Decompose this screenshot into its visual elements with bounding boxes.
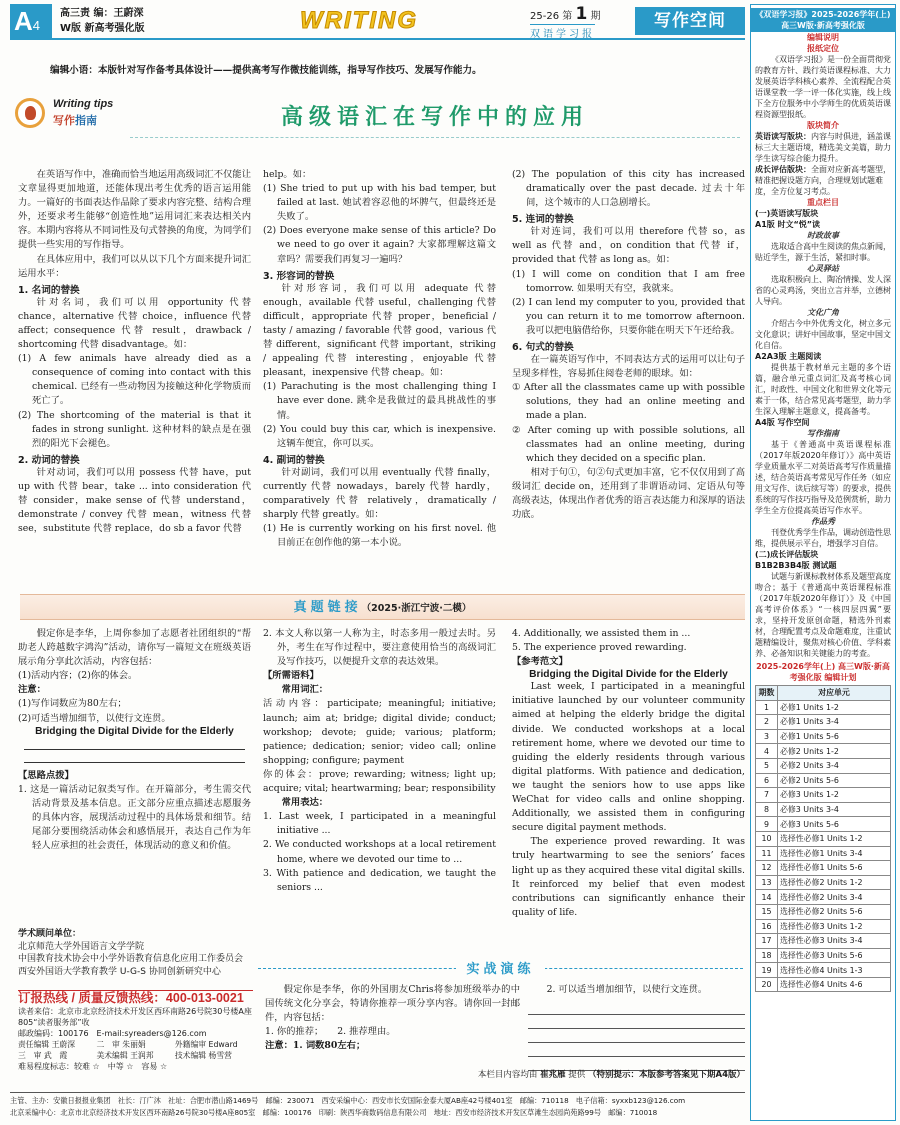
- staff-item: 三 审 武 霞: [18, 1051, 68, 1060]
- sidebar-a1: A1版 时文“悦”读: [755, 220, 821, 229]
- example-sentence: (1) A few animals have already died as a consequence of coming into contact with this chemical. 已经有一些动物因为接触这种化学物质而死亡了。: [18, 353, 251, 407]
- advisor-unit: 西安外国语大学教育教学 U-G-S 协同创新研究中心: [18, 967, 221, 978]
- plan-unit-cell: 必修3 Units 1-2: [778, 788, 891, 803]
- plan-unit-cell: 必修1 Units 1-2: [778, 700, 891, 715]
- sidebar-intro-title: 版块简介: [807, 121, 839, 130]
- example-sentence: (2) Does everyone make sense of this article? Do we need to go over it again? 大家都理解这篇文章吗？需要我们再复习一遍吗？: [263, 225, 496, 265]
- heading-noun: 1. 名词的替换: [18, 284, 80, 296]
- plan-unit-cell: 选择性必修1 Units 1-2: [778, 831, 891, 846]
- page-letter: A: [14, 6, 33, 36]
- sidebar-b: B1B2B3B4版 测试题: [755, 561, 837, 570]
- plan-unit-cell: 选择性必修1 Units 3-4: [778, 846, 891, 861]
- plan-unit-cell: 选择性必修2 Units 5-6: [778, 904, 891, 919]
- plan-row: [756, 817, 891, 832]
- plan-unit-cell: 必修1 Units 5-6: [778, 729, 891, 744]
- sidebar-a4-text: 基于《普通高中英语课程标准（2017年版2020年修订）》高中英语学业质量水平二对英语高考写作质量描述，结合英语高考常见写作任务（如应用文写作、读后续写等）的要求，提供系统的写作技巧指导及范例赏析，助力学生全方位提高英语写作水平。: [755, 440, 891, 515]
- advisor-unit: 中国教育技术协会中小学外语教育信息化应用工作委员会: [18, 954, 244, 965]
- plan-row: [756, 700, 891, 715]
- paragraph-summary: 相对于句①，句②句式更加丰富，它不仅仅用到了高级词汇 decide on，还用到了非谓语动词、定语从句等高级表达，体现出作者优秀的语言表达能力和深厚的语法功底。: [512, 466, 745, 521]
- analysis-paragraph-2: 2. 本文人称以第一人称为主，时态多用一般过去时。另外，考生在写作过程中，要注意使用恰当的高级词汇及写作技巧，以便提升文章的表达效果。: [263, 628, 496, 668]
- sidebar-a1-text: 介绍古今中外优秀文化，树立多元文化意识；讲好中国故事，坚定中国文化自信。: [755, 319, 891, 350]
- sidebar-a23: A2A3版 主题阅读: [755, 352, 822, 361]
- example-sentence: (2) The shortcoming of the material is that it fades in strong sunlight. 这种材料的缺点是在强烈的阳光下会褪色。: [18, 409, 251, 449]
- plan-unit-cell: 必修2 Units 1-2: [778, 744, 891, 759]
- hotline-number: 400-013-0021: [165, 991, 244, 1005]
- plan-unit-cell: 必修3 Units 3-4: [778, 802, 891, 817]
- answer-line[interactable]: [528, 1043, 745, 1057]
- credit-hint: （特别提示：本版参考答案见下期A4版）: [588, 1070, 745, 1080]
- writing-tips-logo: [15, 98, 125, 130]
- sidebar-guide-title: 编辑说明: [807, 33, 839, 42]
- plan-issue-cell: 6: [756, 773, 778, 788]
- exam-note: (1)写作词数应为80左右；: [18, 698, 127, 710]
- title-divider: [130, 137, 740, 138]
- plan-row: [756, 919, 891, 934]
- answer-line[interactable]: [528, 1015, 745, 1029]
- staff-list: [18, 1039, 253, 1061]
- plan-issue-cell: 18: [756, 948, 778, 963]
- sidebar-reading-text: 内容与时俱进，涵盖课标三大主题语境，精选美文美篇，助力学生读写综合能力提升。: [755, 132, 891, 163]
- plan-row: [756, 773, 891, 788]
- sidebar-b-text: 试题与新课标教材体系及题型高度吻合；基于《普通高中英语课程标准（2017年版2020年修订）》及《中国高考评价体系》“一核四层四翼”要求，坚持开发原创命题，精选外刊素材，合理配置考点及命题难度，注重试题精编设计，聚焦对核心价值、学科素养、必备知识和关键能力的考查。: [755, 572, 891, 658]
- article-column-1: [18, 168, 251, 536]
- sidebar-focus-title: 重点栏目: [807, 198, 839, 207]
- sidebar-positioning: 《双语学习报》是一份全面贯彻党的教育方针、践行英语课程标准、大力发展英语学科核心素养、全流程配合英语课堂教一学一评一体化实施，线上线下全方位服务中小学师生的优质英语课程资源型报纸。: [755, 55, 891, 119]
- plan-unit-cell: 必修2 Units 3-4: [778, 758, 891, 773]
- edition-sidebar: [750, 4, 896, 1121]
- example-sentence: (1) He is currently working on his first novel. 他目前正在创作他的第一本小说。: [263, 523, 496, 549]
- practice-prompt-column: [265, 983, 520, 1053]
- expression-item: 5. The experience proved rewarding.: [512, 642, 687, 654]
- sidebar-a1-sub: 心灵驿站: [807, 264, 839, 273]
- practice-banner: [258, 958, 743, 978]
- heading-verb: 2. 动词的替换: [18, 454, 80, 466]
- sidebar-a1-text: 选取积极向上、陶冶情操、发人深省的心灵鸡汤，突出立言并举，立德树人导向。: [755, 275, 891, 306]
- heading-conjunction: 5. 连词的替换: [512, 214, 574, 226]
- heading-sentence-pattern: 6. 句式的替换: [512, 342, 574, 354]
- plan-issue-cell: 3: [756, 729, 778, 744]
- plan-row: [756, 963, 891, 978]
- plan-unit-cell: 选择性必修3 Units 3-4: [778, 934, 891, 949]
- plan-row: [756, 758, 891, 773]
- hotline-label: 订报热线 / 质量反馈热线：: [18, 991, 166, 1005]
- difficulty-legend: 难易程度标志：较难 ☆ 中等 ☆ 容易 ☆: [18, 1062, 168, 1071]
- plan-row: [756, 831, 891, 846]
- sidebar-a1-text: 选取适合高中生阅读的焦点新闻，贴近学生，源于生活，紧扣时事。: [755, 242, 891, 262]
- page-footer: [10, 1092, 745, 1118]
- sidebar-content: [751, 5, 895, 995]
- model-essay-paragraph-2: The experience proved rewarding. It was truly heartwarming to see the seniors’ faces light up as they acquired these vital digital skills. It reinforced my belief that even modest contributions can significantly enhance their quality of life.: [512, 836, 745, 918]
- content-credit: [440, 1068, 745, 1080]
- contact-email: E-mail:syreaders@126.com: [96, 1029, 207, 1038]
- example-sentence: ② After coming up with possible solutions, all classmates had an online meeting, during which they decided on a specific plan.: [512, 424, 745, 464]
- plan-issue-cell: 2: [756, 715, 778, 730]
- sidebar-positioning-title: 报纸定位: [807, 44, 839, 53]
- plan-unit-cell: 必修3 Units 5-6: [778, 817, 891, 832]
- writing-tips-cn: [53, 112, 97, 128]
- plan-row: [756, 977, 891, 992]
- heading-adverb: 4. 副词的替换: [263, 454, 325, 466]
- paragraph-conjunction: 针对连词，我们可以用 therefore 代替 so，as well as 代替 and，on condition that 代替 if，provided that 代替 as long as。如：: [512, 226, 745, 266]
- advisor-block: [18, 928, 253, 979]
- plan-row: [756, 788, 891, 803]
- page-number-badge: [10, 4, 52, 38]
- paragraph-verb: 针对动词，我们可以用 possess 代替 have，put up with 代替 bear，take ... into consideration 代替 consider，make sense of 代替 understand，demonstrate / convey 代替 mean，witness 代替 see，substitute 代替 replace，do sb a favor 代替: [18, 466, 251, 535]
- hotline: [18, 991, 253, 1006]
- expression-item: 1. Last week, I participated in a meaningful initiative ...: [263, 811, 496, 837]
- plan-unit-cell: 选择性必修2 Units 3-4: [778, 890, 891, 905]
- plan-col-issue: 期数: [756, 686, 778, 701]
- sidebar-reading-label: 英语读写版块：: [755, 132, 811, 141]
- plan-issue-cell: 1: [756, 700, 778, 715]
- feeling-words: 你的体会：prove; rewarding; witness; light up; acquire; vital; heartwarming; bear; responsibility: [263, 768, 496, 795]
- plan-row: [756, 744, 891, 759]
- plan-row: [756, 875, 891, 890]
- staff-item: 责任编辑 王蔚深: [18, 1040, 76, 1049]
- footer-line-1: 主管、主办：安徽日报报业集团 社长：汀广沐 社址：合肥市潜山路1469号 邮编：230071 西安采编中心：西安市长安国际金泰大厦AB座42号楼401室 邮编：710118 电子信箱：syxxb123@126.com: [10, 1096, 686, 1105]
- plan-unit-cell: 选择性必修3 Units 1-2: [778, 919, 891, 934]
- model-essay-title: Bridging the Digital Divide for the Elderly: [529, 669, 728, 681]
- plan-issue-cell: 12: [756, 861, 778, 876]
- answer-line[interactable]: [528, 1029, 745, 1043]
- answer-line: [24, 737, 245, 750]
- plan-issue-cell: 13: [756, 875, 778, 890]
- plan-title: 2025-2026学年(上) 高三W版·新高考强化版 编辑计划: [756, 662, 890, 682]
- paragraph-adverb: 针对副词，我们可以用 eventually 代替 finally，currently 代替 nowadays，barely 代替 hardly，comparatively 代替 relatively，dramatically / sharply 代替 greatly。如：: [263, 466, 496, 521]
- plan-col-unit: 对应单元: [778, 686, 891, 701]
- plan-table: [755, 685, 891, 992]
- example-sentence: (2) The population of this city has increased dramatically over the past decade. 过去十年间，这个城市的人口急剧增长。: [512, 169, 745, 209]
- sidebar-a4-sub: 作品秀: [811, 517, 835, 526]
- article-column-3: [512, 168, 745, 522]
- page-number: 4: [32, 18, 41, 33]
- example-sentence: (1) I will come on condition that I am free tomorrow. 如果明天有空，我就来。: [512, 268, 745, 294]
- plan-unit-cell: 选择性必修4 Units 4-6: [778, 977, 891, 992]
- writing-tips-en: Writing tips: [53, 98, 114, 110]
- expression-item: 4. Additionally, we assisted them in ...: [512, 628, 691, 639]
- sidebar-a4-sub: 写作指南: [807, 429, 839, 438]
- materials-title: 【所需语料】: [263, 670, 319, 682]
- sidebar-a1-sub: 时政故事: [807, 231, 839, 240]
- advisor-title: 学术顾问单位：: [18, 929, 82, 939]
- column-name: 写作空间: [635, 7, 745, 35]
- paragraph-sentence-pattern: 在一篇英语写作中，不同表达方式的运用可以让句子呈现多样性，容易抓住阅卷老师的眼球。如：: [512, 354, 745, 380]
- practice-points: 1. 你的推荐； 2. 推荐理由。: [265, 1026, 396, 1038]
- exam-notes-title: 注意：: [18, 684, 46, 696]
- paper-name: 双语学习报: [530, 24, 595, 40]
- plan-body: [756, 700, 891, 992]
- plan-issue-cell: 7: [756, 788, 778, 803]
- writing-tips-icon: [15, 98, 45, 128]
- example-sentence: ① After all the classmates came up with possible solutions, they had an online meeting and made a plan.: [512, 382, 745, 422]
- plan-row: [756, 802, 891, 817]
- expression-item: 3. With patience and dedication, we taught the seniors ...: [263, 867, 496, 893]
- credit-name: 崔兆雁: [540, 1070, 566, 1080]
- issue-unit: 期: [590, 11, 601, 22]
- tips-cn-part1: 写作: [53, 114, 75, 127]
- sidebar-section-1: (一)英语读写版块: [755, 209, 819, 218]
- plan-row: [756, 715, 891, 730]
- exam-points: (1)活动内容；(2)你的体会。: [18, 670, 138, 682]
- sidebar-eval-text: 全面对应新高考题型，精准把握设题方向，合理规划试题难度，全方位复习考点。: [755, 165, 891, 196]
- practice-title: 实战演练: [456, 958, 544, 977]
- plan-issue-cell: 10: [756, 831, 778, 846]
- footer-line-2: 北京采编中心：北京市北京经济技术开发区西环南路26号院30号楼A座805室 邮编：100176 印刷：陕西华商数码信息有限公司 地址：西安市经济技术开发区草滩生态园尚苑路99号 邮编：710018: [10, 1107, 658, 1117]
- plan-unit-cell: 选择性必修4 Units 1-3: [778, 963, 891, 978]
- exam-link-source: （2025·浙江宁波·二模）: [361, 603, 472, 614]
- exam-essay-title: Bridging the Digital Divide for the Elderly: [35, 725, 234, 737]
- issue-info: [530, 4, 601, 24]
- sidebar-eval-label: 成长评估版块：: [755, 165, 811, 174]
- practice-prompt: 假定你是李华，你的外国朋友Chris将参加班级举办的中国传统文化分享会，特请你推荐一项分享内容。请你回一封邮件，内容包括：: [265, 984, 520, 1024]
- plan-issue-cell: 19: [756, 963, 778, 978]
- paragraph-adjective: 针对形容词，我们可以用 adequate 代替 enough，available 代替 useful，challenging 代替 difficult，appropriate 代替 proper，beneficial / tasty / amazing / favorable 代替 good，various 代替 different，significant 代替 important，striking / appealing 代替 interesting，enjoyable 代替 pleasant，inexpensive 代替 cheap。如：: [263, 282, 496, 379]
- plan-issue-cell: 4: [756, 744, 778, 759]
- answer-line: [24, 750, 245, 763]
- credit-text: 本栏目内容均由: [477, 1070, 538, 1080]
- advisor-unit: 北京师范大学外国语言文学学院: [18, 941, 145, 952]
- paragraph-verb-cont: help。如：: [263, 169, 312, 180]
- staff-item: 美术编辑 王润邦: [96, 1051, 154, 1060]
- staff-item: 技术编辑 杨雪营: [174, 1051, 232, 1060]
- sidebar-header: 《双语学习报》2025-2026学年(上) 高三W版·新高考强化版: [751, 8, 895, 32]
- plan-row: [756, 904, 891, 919]
- issue-number: 1: [575, 4, 588, 24]
- article-title: 高级语汇在写作中的应用: [280, 104, 589, 130]
- analysis-paragraph: 1. 这是一篇活动记叙类写作。在开篇部分，考生需交代活动背景及基本信息。正文部分应重点描述志愿服务的具体内容，展现活动过程中的具体场景和细节。结尾部分要围绕活动体会和感悟展开，表达自己作为年轻人应承担的社会责任，体现活动的意义和价值。: [18, 783, 251, 852]
- plan-issue-cell: 15: [756, 904, 778, 919]
- plan-issue-cell: 14: [756, 890, 778, 905]
- plan-row: [756, 729, 891, 744]
- sidebar-a23-text: 提供基于教材单元主题的多个语篇，融合单元重点词汇及高考核心词汇，时政性、中国文化和世界文化等元素于一体，结合常见高考题型，助力学生深入理解主题意义，提高备考。: [755, 363, 891, 416]
- plan-row: [756, 846, 891, 861]
- activity-words: 活动内容：participate; meaningful; initiative; launch; aim at; bridge; digital divide; conduct; workshop; devote; guide; various; platform; patience; dedication; senior; video call; online shopping; configure; payment: [263, 698, 496, 766]
- exam-link-title: 真题链接: [293, 600, 362, 615]
- editor-line: 高三责 编：王蔚深: [60, 8, 144, 19]
- practice-notes: 注意：1. 词数80左右；: [265, 1040, 366, 1052]
- staff-item: 外籍编审 Edward: [174, 1040, 238, 1049]
- edition-line: W版 新高考强化版: [60, 23, 145, 34]
- model-essay-label: 【参考范文】: [512, 656, 568, 668]
- hotline-block: [18, 990, 253, 1085]
- plan-issue-cell: 17: [756, 934, 778, 949]
- practice-note-2: 2. 可以适当增加细节，以使行文连贯。: [546, 984, 708, 995]
- plan-row: [756, 861, 891, 876]
- editor-note: 编辑小语：本版针对写作备考具体设计——提供高考写作微技能训练，指导写作技巧、发展写作能力。: [50, 65, 482, 76]
- plan-issue-cell: 5: [756, 758, 778, 773]
- reader-address: 读者来信：北京市北京经济技术开发区西环南路26号院30号楼A座805“读者服务部”收: [18, 1007, 252, 1027]
- exam-prompt: 假定你是李华，上周你参加了志愿者社团组织的“帮助老人跨越数字鸿沟”活动，请你写一篇短文在班级英语展示角分享此次活动，内容包括：: [18, 628, 251, 668]
- paragraph-noun: 针对名词，我们可以用 opportunity 代替 chance，alternative 代替 choice，influence 代替 affect；consequence 代替 result，drawback / shortcoming 代替 disadvantage。如：: [18, 296, 251, 351]
- exam-note: (2)可适当增加细节，以使行文连贯。: [18, 712, 171, 724]
- expression-item: 2. We conducted workshops at a local retirement home, where we devoted our time to ...: [263, 839, 496, 865]
- heading-adjective: 3. 形容词的替换: [263, 270, 335, 282]
- tips-cn-part2: 指南: [75, 114, 97, 127]
- credit-after: 提供: [568, 1070, 586, 1080]
- plan-issue-cell: 9: [756, 817, 778, 832]
- zip-code: 邮政编码：100176: [18, 1029, 89, 1038]
- sidebar-a1-sub: 文化广角: [807, 308, 839, 317]
- sidebar-section-2: (二)成长评估版块: [755, 550, 819, 559]
- plan-unit-cell: 选择性必修2 Units 1-2: [778, 875, 891, 890]
- staff-item: 二 审 朱丽娟: [96, 1040, 146, 1049]
- section-title: WRITING: [300, 7, 418, 34]
- plan-row: [756, 934, 891, 949]
- plan-unit-cell: 选择性必修1 Units 5-6: [778, 861, 891, 876]
- sidebar-a4-text: 刊登优秀学生作品，调动创造性思维，提供展示平台，增强学习自信。: [755, 528, 891, 548]
- header-editor-info: [60, 6, 145, 36]
- answer-line[interactable]: [528, 1001, 745, 1015]
- plan-unit-cell: 必修1 Units 3-4: [778, 715, 891, 730]
- sidebar-a4: A4版 写作空间: [755, 418, 810, 427]
- answer-lines: [528, 1001, 745, 1071]
- plan-issue-cell: 20: [756, 977, 778, 992]
- article-column-2: [263, 168, 496, 550]
- issue-year: 25-26 第: [530, 11, 573, 22]
- plan-issue-cell: 11: [756, 846, 778, 861]
- plan-issue-cell: 16: [756, 919, 778, 934]
- exam-column-2: [263, 627, 496, 895]
- plan-unit-cell: 选择性必修3 Units 5-6: [778, 948, 891, 963]
- exam-column-1: [18, 627, 251, 853]
- exam-column-3: [512, 627, 745, 920]
- example-sentence: (2) I can lend my computer to you, provided that you can return it to me tomorrow afternoon. 我可以把电脑借给你，只要你能在明天下午还给我。: [512, 296, 745, 336]
- example-sentence: (1) Parachuting is the most challenging thing I have ever done. 跳伞是我做过的最具挑战性的事情。: [263, 381, 496, 421]
- plan-header-row: [756, 686, 891, 701]
- intro-paragraph-2: 在具体应用中，我们可以从以下几个方面来提升词汇运用水平：: [18, 253, 251, 279]
- example-sentence: (2) You could buy this car, which is inexpensive. 这辆车便宜，你可以买。: [263, 423, 496, 449]
- plan-issue-cell: 8: [756, 802, 778, 817]
- practice-answer-column: [528, 983, 745, 1071]
- exam-link-banner: [20, 594, 745, 620]
- plan-row: [756, 948, 891, 963]
- example-sentence: (1) She tried to put up with his bad temper, but failed at last. 她试着容忍他的坏脾气，但最终还是失败了。: [263, 183, 496, 223]
- intro-paragraph-1: 在英语写作中，准确而恰当地运用高级词汇不仅能让文章显得更加地道，还能体现出考生优秀的语言运用能力。一篇好的书面表达作品除了要求内容完整、结构合理外，还要求考生能够“创造性地”运用词汇来表达相关内容。本期内容将从不同词性及句式替换的角度，为同学们提供一些实用的写作指导。: [18, 169, 251, 251]
- common-words-title: 常用词汇：: [281, 684, 329, 696]
- plan-unit-cell: 必修2 Units 5-6: [778, 773, 891, 788]
- common-expressions-title: 常用表达：: [281, 797, 329, 809]
- model-essay-paragraph-1: Last week, I participated in a meaningful initiative launched by our volunteer community aimed at helping the elderly bridge the digital divide. We conducted workshops at a local retirement home, where we devoted our time to guiding the elderly residents through various digital platforms. With patience and dedication, we taught the seniors how to use apps like WeChat for video calls and online shopping. Additionally, we assisted them in configuring secure digital payment methods.: [512, 681, 745, 834]
- masthead: [10, 4, 745, 40]
- analysis-title: 【思路点拨】: [18, 769, 74, 781]
- plan-row: [756, 890, 891, 905]
